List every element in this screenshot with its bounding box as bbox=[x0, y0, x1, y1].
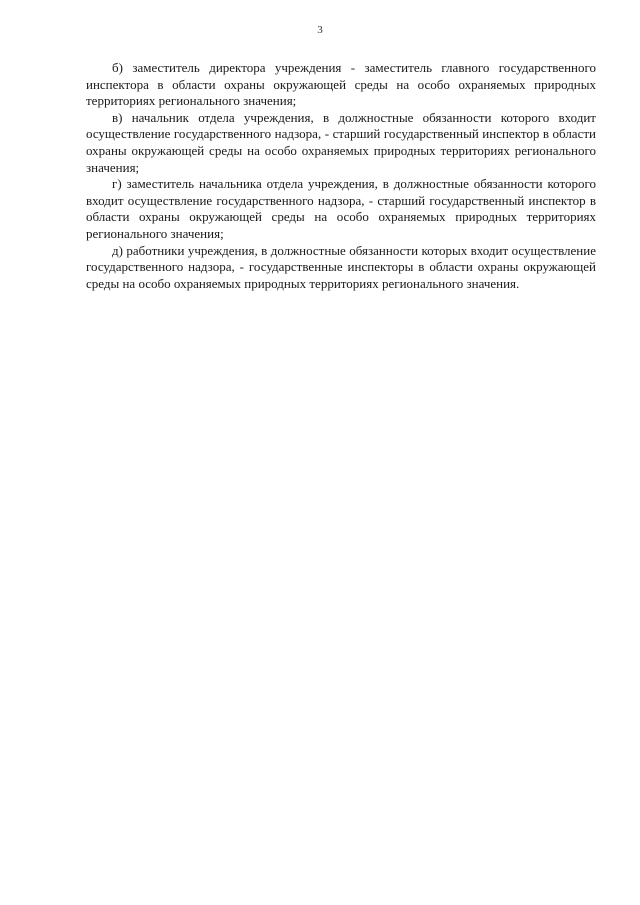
page-number: 3 bbox=[317, 24, 323, 36]
document-body bbox=[86, 60, 596, 292]
paragraph-g: г) заместитель начальника отдела учреждения, в должностные обязанности которого входит осуществление государственного надзора, - старший государственный инспектор в области охраны окружающей среды на особо охраняемых природных территориях регионального значения; bbox=[86, 176, 596, 241]
paragraph-v: в) начальник отдела учреждения, в должностные обязанности которого входит осуществление государственного надзора, - старший государственный инспектор в области охраны окружающей среды на особо охраняемых природных территориях регионального значения; bbox=[86, 109, 596, 175]
paragraph-b: б) заместитель директора учреждения - заместитель главного государственного инспектора в области охраны окружающей среды на особо охраняемых природных территориях регионального значения; bbox=[86, 60, 596, 109]
paragraph-d: д) работники учреждения, в должностные обязанности которых входит осуществление государственного надзора, - государственные инспекторы в области охраны окружающей среды на особо охраняемых природных территориях регионального значения. bbox=[86, 242, 596, 291]
